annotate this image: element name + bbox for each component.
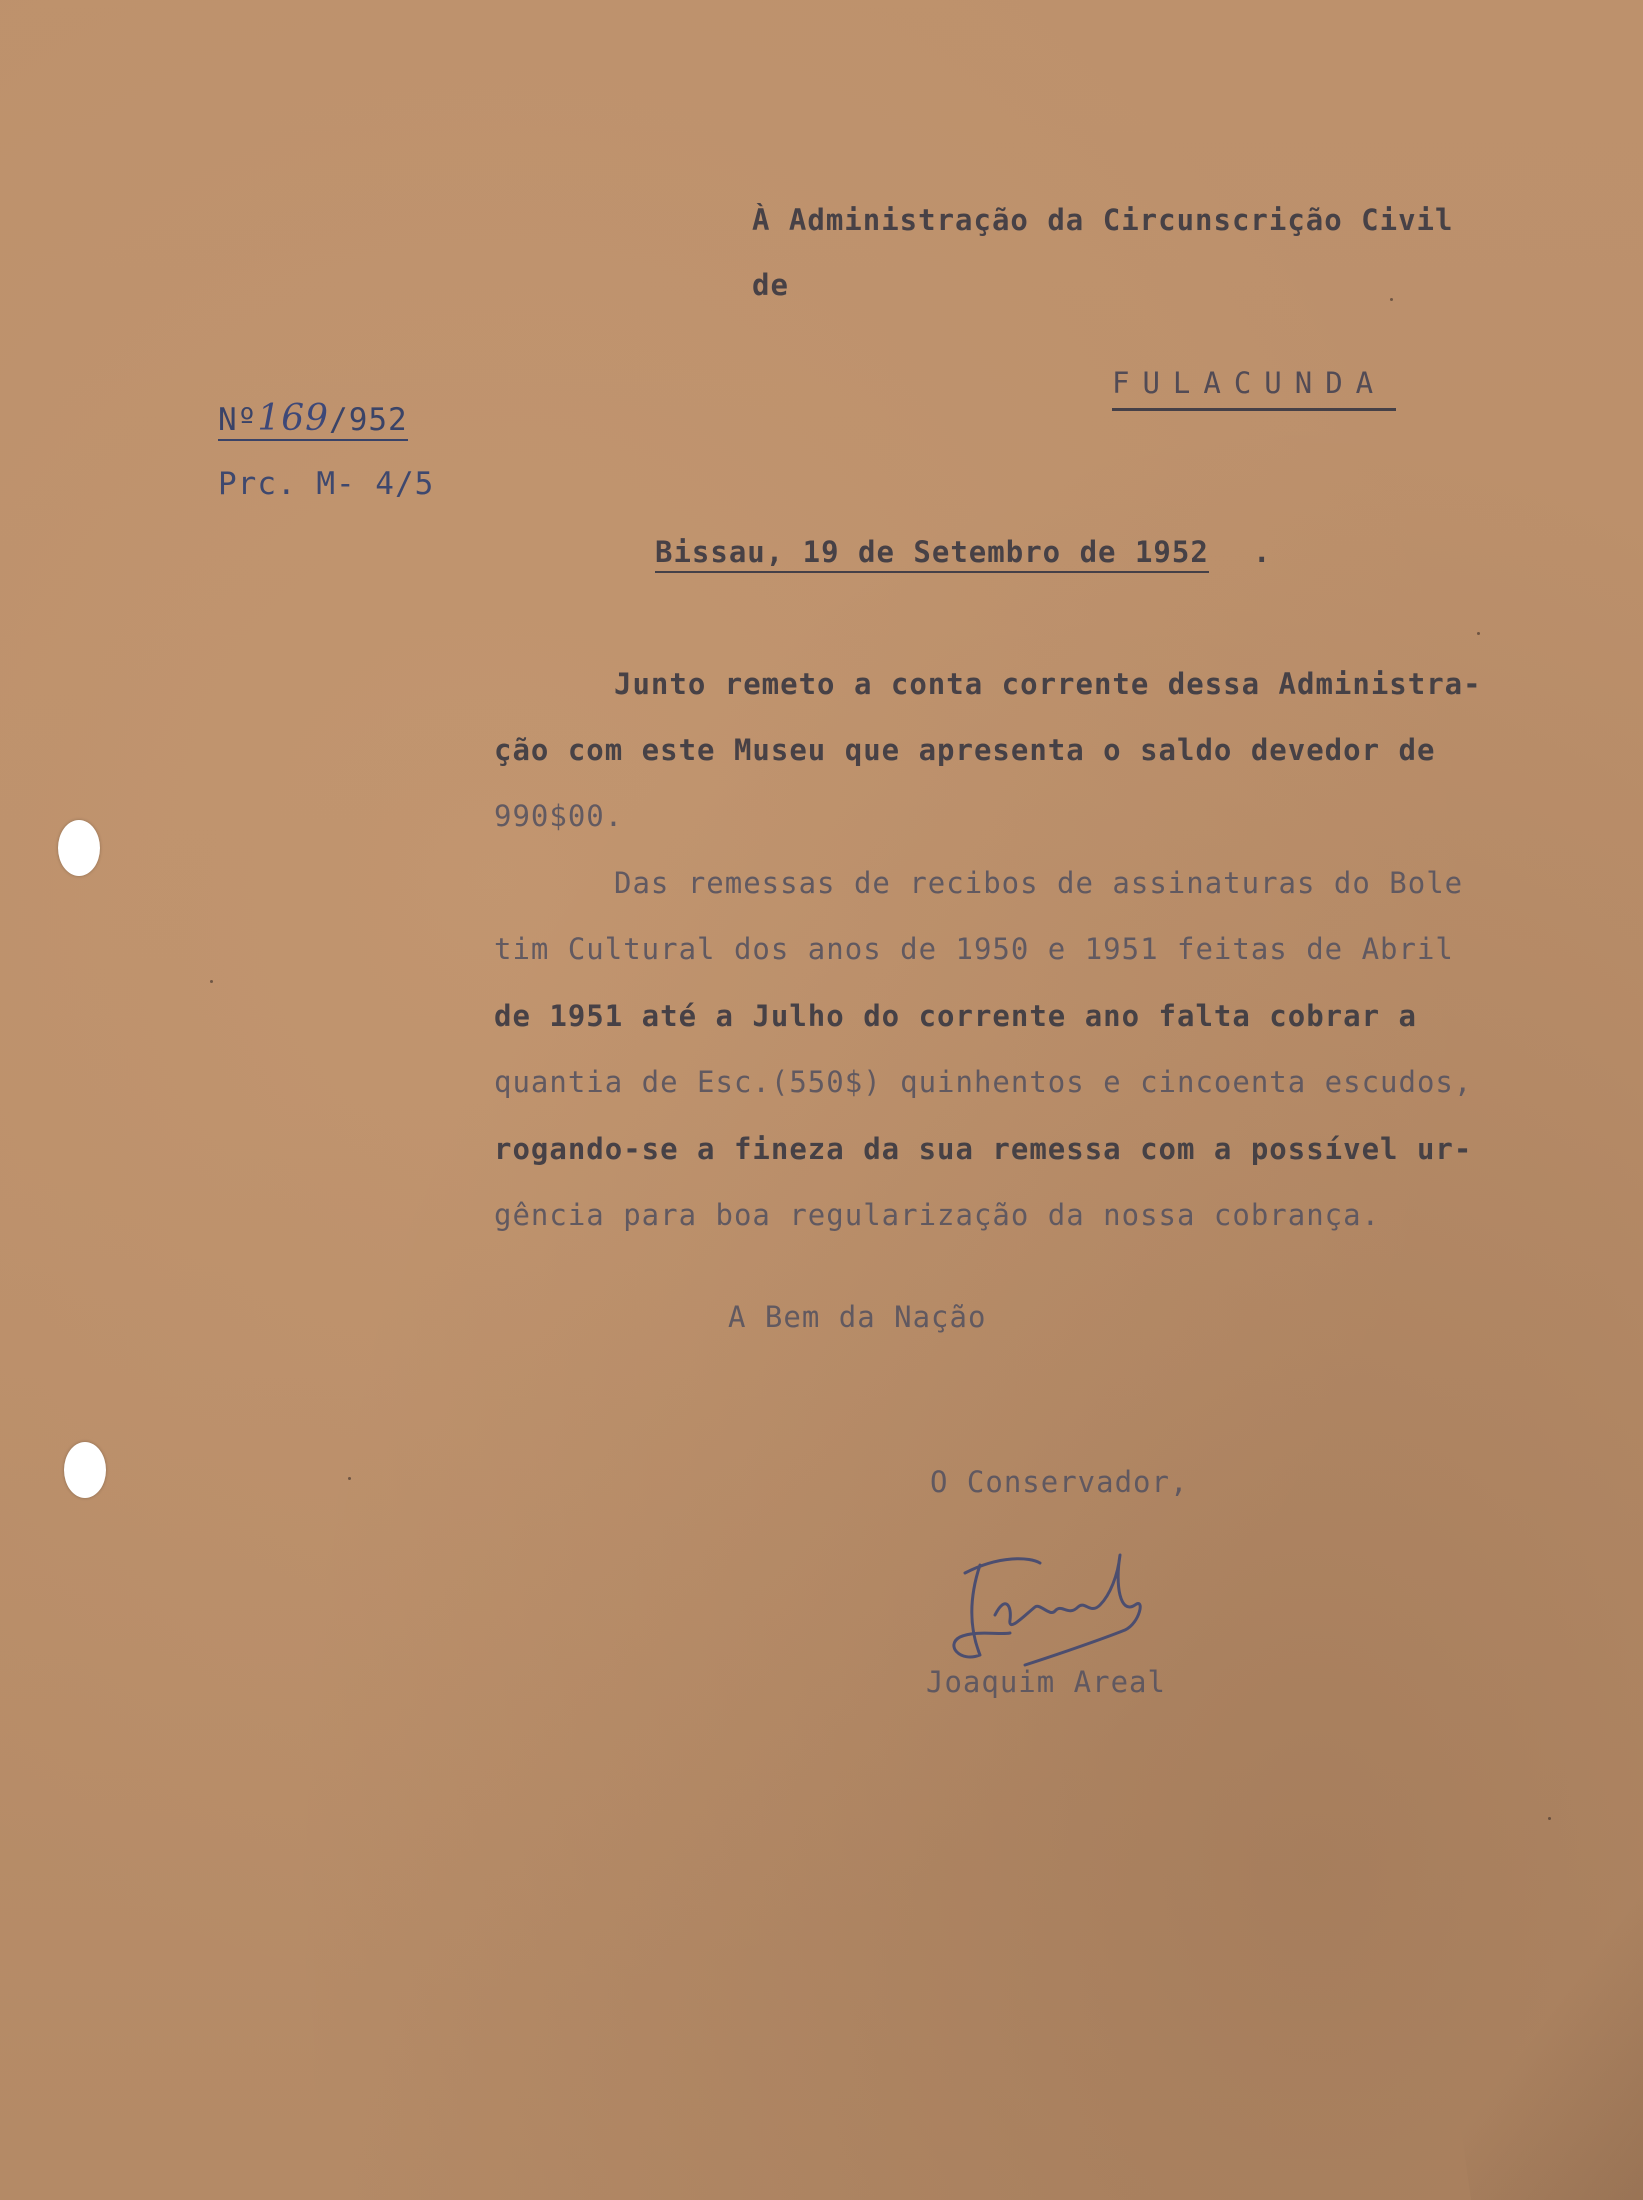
letter-date-period: .	[1253, 535, 1272, 569]
reference-number	[218, 398, 408, 441]
body-line-9: gência para boa regularização da nossa cobrança.	[494, 1198, 1381, 1232]
body-line-1: Junto remeto a conta corrente dessa Administra-	[614, 667, 1482, 701]
reference-suffix: /952	[329, 402, 408, 438]
closing-salutation: A Bem da Nação	[728, 1300, 987, 1334]
body-line-3: 990$00.	[494, 799, 624, 833]
page-fold-shadow	[1415, 1762, 1643, 2200]
addressee-line-2: de	[752, 268, 789, 302]
reference-handwritten-number: 169	[257, 398, 330, 439]
handwritten-signature	[940, 1545, 1200, 1675]
letter-date-text: Bissau, 19 de Setembro de 1952	[655, 535, 1209, 569]
process-number: Prc. M- 4/5	[218, 466, 435, 502]
signatory-name: Joaquim Areal	[926, 1665, 1166, 1699]
punch-hole-bottom	[64, 1442, 106, 1498]
body-line-6: de 1951 até a Julho do corrente ano falta cobrar a	[494, 999, 1417, 1033]
punch-hole-top	[58, 820, 100, 876]
body-line-7: quantia de Esc.(550$) quinhentos e cincoenta escudos,	[494, 1065, 1473, 1099]
body-line-5: tim Cultural dos anos de 1950 e 1951 feitas de Abril	[494, 932, 1454, 966]
letter-date	[655, 535, 1209, 573]
body-line-2: ção com este Museu que apresenta o saldo devedor de	[494, 733, 1436, 767]
addressee-line-1: À Administração da Circunscrição Civil	[752, 203, 1454, 237]
reference-prefix: Nº	[218, 402, 258, 438]
signatory-title: O Conservador,	[930, 1465, 1189, 1499]
district-name: FULACUNDA	[1112, 366, 1396, 411]
body-line-8: rogando-se a fineza da sua remessa com a possível ur-	[494, 1132, 1473, 1166]
body-line-4: Das remessas de recibos de assinaturas do Bole	[614, 866, 1464, 900]
